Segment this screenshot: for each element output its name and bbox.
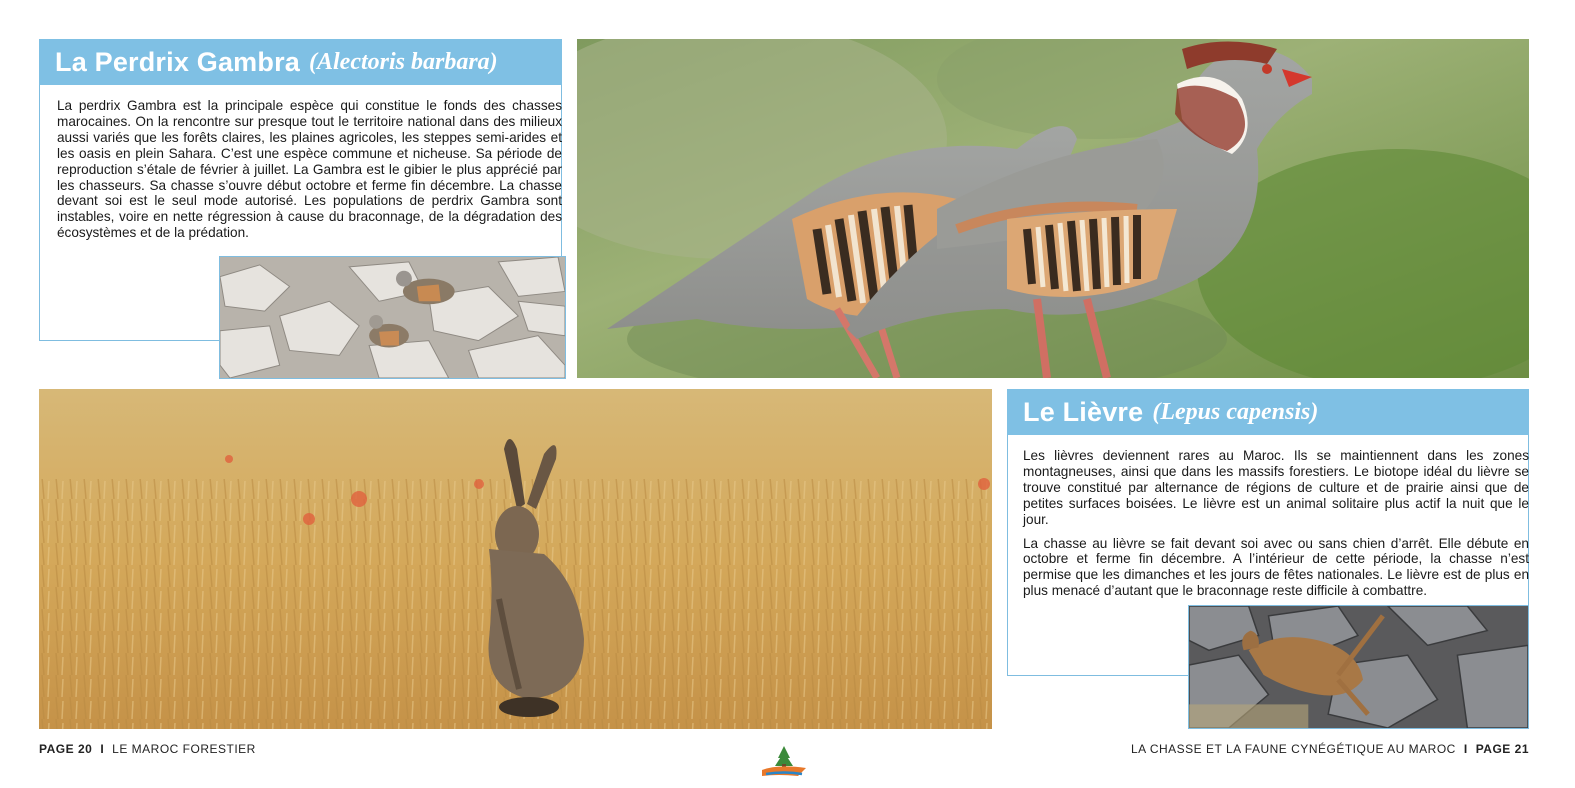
partridge-title-bar	[39, 39, 562, 85]
hare-title: Le Lièvre	[1023, 396, 1144, 427]
footer-left	[39, 742, 256, 756]
partridge-description	[57, 98, 562, 241]
right-page-title: LA CHASSE ET LA FAUNE CYNÉGÉTIQUE AU MAROC	[1130, 742, 1456, 756]
partridge-rocks-photo	[219, 256, 566, 379]
publisher-logo	[758, 744, 810, 780]
hare-title-bar	[1007, 389, 1529, 435]
footer-right	[1131, 742, 1529, 756]
partridge-main-photo	[577, 39, 1529, 378]
right-page-number: PAGE 21	[1475, 742, 1529, 756]
hare-description	[1023, 448, 1529, 599]
footer-left-separator: I	[100, 742, 105, 756]
footer-right-separator: I	[1463, 742, 1468, 756]
left-page-title: LE MAROC FORESTIER	[112, 742, 256, 756]
partridge-title: La Perdrix Gambra	[55, 46, 301, 77]
hare-latin-name: (Lepus capensis)	[1152, 398, 1319, 425]
partridge-latin-name: (Alectoris barbara)	[309, 48, 498, 75]
hare-field-photo	[39, 389, 992, 729]
hare-paragraph-1: Les lièvres deviennent rares au Maroc. Ils se maintiennent dans les zones montagneuses, ainsi que dans les massifs forestiers. Le biotope idéal du lièvre se trouve constitué par alternance de régions de culture et de prairie ainsi que de petites surfaces boisées. Le lièvre est un animal solitaire plus actif la nuit que le jour.	[1023, 448, 1529, 527]
hare-rocks-photo	[1188, 605, 1529, 729]
left-page-number: PAGE 20	[39, 742, 93, 756]
partridge-paragraph: La perdrix Gambra est la principale espèce qui constitue le fonds des chasses marocaines. On la rencontre sur presque tout le territoire national dans des milieux aussi variés que les forêts claires, les plaines agricoles, les steppes semi-arides et les oasis en plein Sahara. C’est une espèce commune et nicheuse. Sa période de reproduction s’étale de février à juillet. La Gambra est le gibier le plus apprécié par les chasseurs. Sa chasse s’ouvre début octobre et ferme fin décembre. La chasse devant soi est le seul mode autorisé. Les populations de perdrix Gambra sont instables, voire en nette régression à cause du braconnage, de la dégradation des écosystèmes et de la prédation.	[57, 98, 562, 241]
hare-paragraph-2: La chasse au lièvre se fait devant soi avec ou sans chien d’arrêt. Elle débute en octobre et ferme fin décembre. A l’intérieur de cette période, la chasse n’est permise que les dimanches et les jours de fêtes nationales. Le lièvre est de plus en plus menacé d’autant que le braconnage reste difficile à combattre.	[1023, 535, 1529, 599]
